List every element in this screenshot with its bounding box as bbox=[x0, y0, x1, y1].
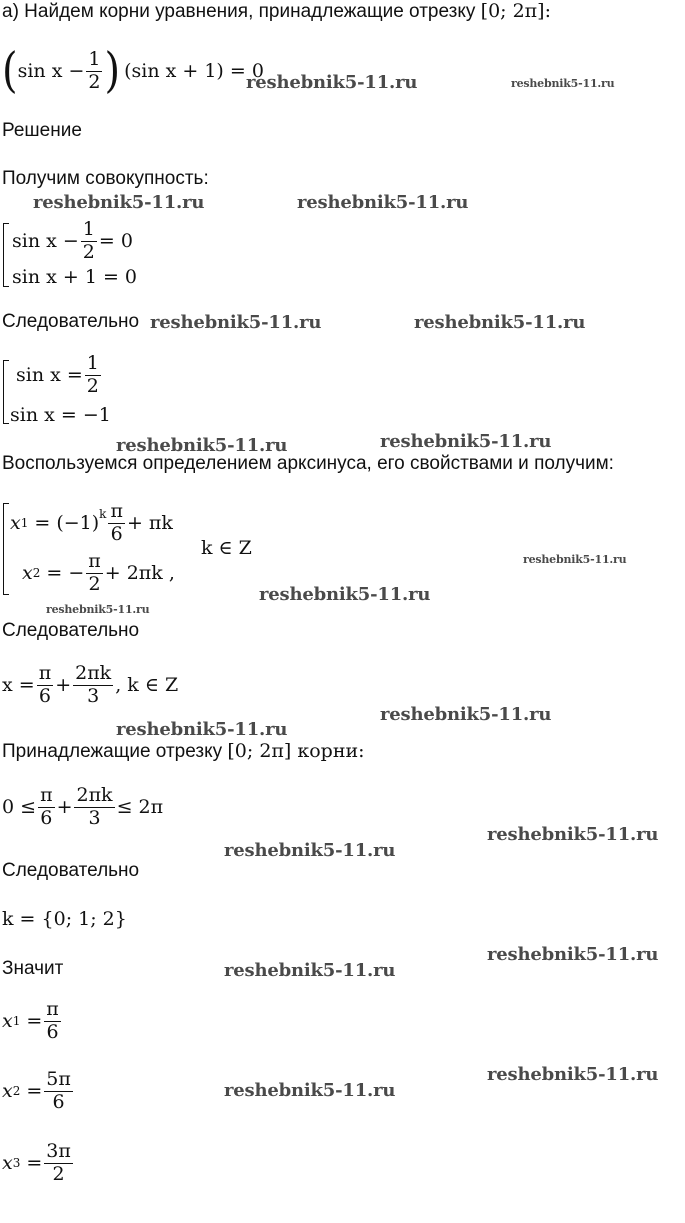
task-heading bbox=[2, 0, 551, 23]
roots-in-interval-label bbox=[2, 740, 365, 763]
k-set: k = {0; 1; 2} bbox=[2, 908, 127, 930]
left-paren: ( bbox=[2, 43, 18, 100]
system1-bracket bbox=[3, 223, 9, 287]
inequality-f1-num: π bbox=[40, 784, 53, 806]
system2-fraction bbox=[85, 354, 101, 397]
watermark: reshebnik5-11.ru bbox=[523, 553, 627, 566]
answer-x3-num: 3π bbox=[46, 1140, 71, 1162]
system3-k-domain: k ∈ Z bbox=[201, 537, 252, 559]
inequality-f2-num: 2πk bbox=[76, 784, 113, 806]
watermark: reshebnik5-11.ru bbox=[414, 312, 586, 333]
answer-x3-eq: = bbox=[26, 1152, 43, 1175]
answer-x2-var: x bbox=[2, 1080, 13, 1103]
system3-x2-var: x bbox=[22, 562, 33, 585]
roots-in-interval-tail: [0; 2π] корни: bbox=[227, 740, 365, 762]
watermark: reshebnik5-11.ru bbox=[487, 1064, 659, 1085]
general-f1 bbox=[37, 664, 54, 707]
answer-x1-den: 6 bbox=[46, 1020, 59, 1043]
eq-half-fraction bbox=[86, 50, 102, 93]
watermark: reshebnik5-11.ru bbox=[224, 1080, 396, 1101]
answer-x3 bbox=[2, 1142, 75, 1185]
watermark: reshebnik5-11.ru bbox=[33, 192, 205, 213]
system2-bracket bbox=[3, 360, 9, 424]
general-f2-num: 2πk bbox=[75, 662, 112, 684]
answer-x2-num: 5π bbox=[46, 1068, 71, 1090]
general-lhs: x = bbox=[2, 674, 35, 697]
answer-x2-fraction bbox=[44, 1070, 73, 1113]
system3-x2-fraction bbox=[86, 552, 103, 595]
system3-x2-den: 2 bbox=[88, 572, 101, 595]
general-tail: , k ∈ Z bbox=[115, 674, 179, 697]
watermark: reshebnik5-11.ru bbox=[259, 584, 431, 605]
answer-x1-sub: 1 bbox=[12, 1014, 21, 1029]
system2-num: 1 bbox=[86, 352, 99, 374]
watermark: reshebnik5-11.ru bbox=[511, 77, 615, 90]
watermark: reshebnik5-11.ru bbox=[224, 840, 396, 861]
therefore-label-1: Следовательно bbox=[2, 311, 140, 332]
inequality bbox=[2, 786, 163, 829]
watermark: reshebnik5-11.ru bbox=[246, 72, 418, 93]
eq-term1: sin x − bbox=[17, 60, 85, 83]
system3-x1-sup: k bbox=[99, 507, 107, 522]
system3-x2-num: π bbox=[88, 550, 101, 572]
general-f1-num: π bbox=[38, 662, 52, 684]
watermark: reshebnik5-11.ru bbox=[116, 435, 288, 456]
system3-x1-var: x bbox=[10, 512, 21, 535]
system3-x1-sub: 1 bbox=[20, 516, 29, 531]
system1-num: 1 bbox=[82, 218, 95, 240]
inequality-f1 bbox=[38, 786, 55, 829]
system1-line1-left: sin x − bbox=[12, 230, 79, 253]
answer-x3-fraction bbox=[44, 1142, 73, 1185]
eq-term2: (sin x + 1) = 0 bbox=[124, 60, 264, 83]
system3-x2-mid: = − bbox=[46, 562, 85, 585]
system3-line2 bbox=[22, 552, 175, 595]
main-equation bbox=[2, 43, 264, 100]
roots-in-interval-text: Принадлежащие отрезку bbox=[2, 741, 223, 762]
get-set-label: Получим совокупность: bbox=[2, 168, 209, 189]
watermark: reshebnik5-11.ru bbox=[116, 719, 288, 740]
system2-line1-left: sin x = bbox=[16, 364, 83, 387]
eq-half-den: 2 bbox=[88, 70, 101, 93]
answer-x3-den: 2 bbox=[52, 1162, 65, 1185]
watermark: reshebnik5-11.ru bbox=[380, 704, 552, 725]
task-heading-interval: [0; 2π]: bbox=[480, 0, 551, 22]
system3-bracket bbox=[3, 503, 9, 595]
system3-x1-num: π bbox=[110, 500, 123, 522]
answer-x1 bbox=[2, 1000, 63, 1043]
system3-x2-tail: + 2πk , bbox=[104, 562, 175, 585]
system2-line1 bbox=[16, 354, 103, 397]
solution-label: Решение bbox=[2, 120, 82, 141]
inequality-plus: + bbox=[56, 796, 73, 819]
answer-x2 bbox=[2, 1070, 75, 1113]
watermark: reshebnik5-11.ru bbox=[150, 312, 322, 333]
answer-x3-var: x bbox=[2, 1152, 13, 1175]
system2-line2: sin x = −1 bbox=[10, 404, 111, 426]
general-f2 bbox=[73, 664, 113, 707]
watermark: reshebnik5-11.ru bbox=[380, 431, 552, 452]
system3-x2-sub: 2 bbox=[32, 566, 41, 581]
system1-line1 bbox=[12, 220, 133, 263]
therefore-label-2: Следовательно bbox=[2, 620, 140, 641]
system1-line1-right: = 0 bbox=[98, 230, 133, 253]
task-heading-label: а) Найдем корни уравнения, принадлежащие отрезку bbox=[2, 1, 476, 22]
inequality-f1-den: 6 bbox=[40, 806, 53, 829]
watermark: reshebnik5-11.ru bbox=[224, 960, 396, 981]
system3-x1-den: 6 bbox=[110, 522, 123, 545]
general-plus: + bbox=[55, 674, 72, 697]
general-f2-den: 3 bbox=[87, 684, 100, 707]
answer-x1-var: x bbox=[2, 1010, 13, 1033]
inequality-lhs: 0 ≤ bbox=[2, 796, 37, 819]
system3-x1-fraction bbox=[108, 502, 125, 545]
system1-den: 2 bbox=[82, 240, 95, 263]
answer-x2-den: 6 bbox=[52, 1090, 65, 1113]
inequality-f2-den: 3 bbox=[88, 806, 101, 829]
inequality-tail: ≤ 2π bbox=[116, 796, 164, 819]
use-arcsin-label: Воспользуемся определением арксинуса, его свойствами и получим: bbox=[2, 453, 614, 474]
answer-x2-eq: = bbox=[26, 1080, 43, 1103]
system2-den: 2 bbox=[86, 374, 99, 397]
system3-x1-tail: + πk bbox=[126, 512, 173, 535]
answer-x2-sub: 2 bbox=[12, 1084, 21, 1099]
inequality-f2 bbox=[74, 786, 114, 829]
general-solution bbox=[2, 664, 178, 707]
answer-x3-sub: 3 bbox=[12, 1156, 21, 1171]
therefore-label-3: Следовательно bbox=[2, 860, 140, 881]
hence-label: Значит bbox=[2, 958, 64, 979]
system1-fraction bbox=[81, 220, 97, 263]
right-paren: ) bbox=[104, 43, 121, 100]
system1-line2: sin x + 1 = 0 bbox=[12, 266, 137, 288]
watermark: reshebnik5-11.ru bbox=[297, 192, 469, 213]
system3-x1-mid: = (−1) bbox=[34, 512, 100, 535]
answer-x1-num: π bbox=[46, 998, 59, 1020]
watermark: reshebnik5-11.ru bbox=[487, 824, 659, 845]
answer-x1-eq: = bbox=[26, 1010, 43, 1033]
watermark: reshebnik5-11.ru bbox=[487, 944, 659, 965]
eq-half-num: 1 bbox=[88, 48, 101, 70]
system3-line1 bbox=[10, 502, 173, 545]
general-f1-den: 6 bbox=[38, 684, 51, 707]
watermark: reshebnik5-11.ru bbox=[46, 603, 150, 616]
answer-x1-fraction bbox=[44, 1000, 61, 1043]
